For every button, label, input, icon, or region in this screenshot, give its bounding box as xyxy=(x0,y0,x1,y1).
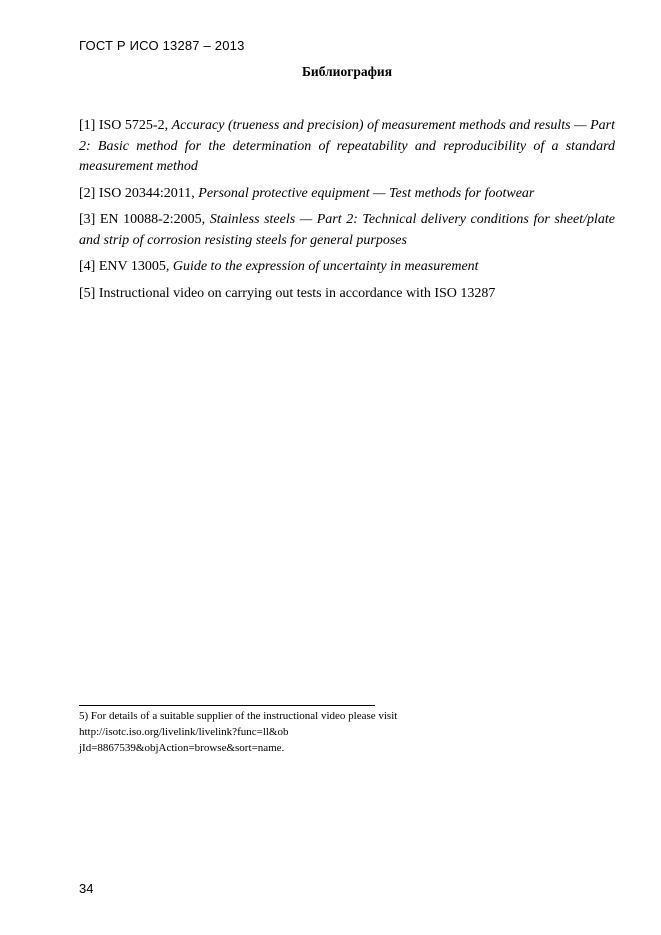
reference-prefix: [5] Instructional video on carrying out tests in accordance with ISO 13287 xyxy=(79,285,496,301)
footnote xyxy=(79,708,519,756)
footnote-url-part: jId=8867539&objAction=browse&sort=name. xyxy=(79,742,285,754)
reference-prefix: [2] ISO 20344:2011, xyxy=(79,185,199,201)
footnote-text: 5) For details of a suitable supplier of the instructional video please visit xyxy=(79,710,398,722)
footnote-url-part: http://isotc.iso.org/livelink/livelink?func=ll&ob xyxy=(79,726,289,738)
reference-title: Guide to the expression of uncertainty in measurement xyxy=(172,259,479,274)
bibliography-list xyxy=(79,116,615,310)
reference-title: Accuracy (trueness and precision) of measurement methods and results — Part 2: Basic method for the determination of repeatability and reproducibility of a standard measurement method xyxy=(79,118,616,174)
reference-title: Stainless steels — Part 2: Technical delivery conditions for sheet/plate and strip of corrosion resisting steels for general purposes xyxy=(79,212,615,248)
bibliography-entry-4 xyxy=(79,257,615,278)
bibliography-entry-3 xyxy=(79,210,615,251)
reference-prefix: [4] ENV 13005, xyxy=(79,259,173,274)
reference-title: Personal protective equipment — Test methods for footwear xyxy=(198,185,535,201)
bibliography-entry-5 xyxy=(79,284,615,305)
running-header: ГОСТ Р ИСО 13287 – 2013 xyxy=(79,38,245,53)
reference-prefix: [3] EN 10088-2:2005, xyxy=(79,212,210,227)
bibliography-entry-2 xyxy=(79,184,615,205)
page-number: 34 xyxy=(79,881,94,896)
page-title: Библиография xyxy=(301,64,393,79)
reference-prefix: [1] ISO 5725-2, xyxy=(79,118,172,133)
footnote-divider xyxy=(79,705,375,706)
bibliography-entry-1 xyxy=(79,116,615,178)
